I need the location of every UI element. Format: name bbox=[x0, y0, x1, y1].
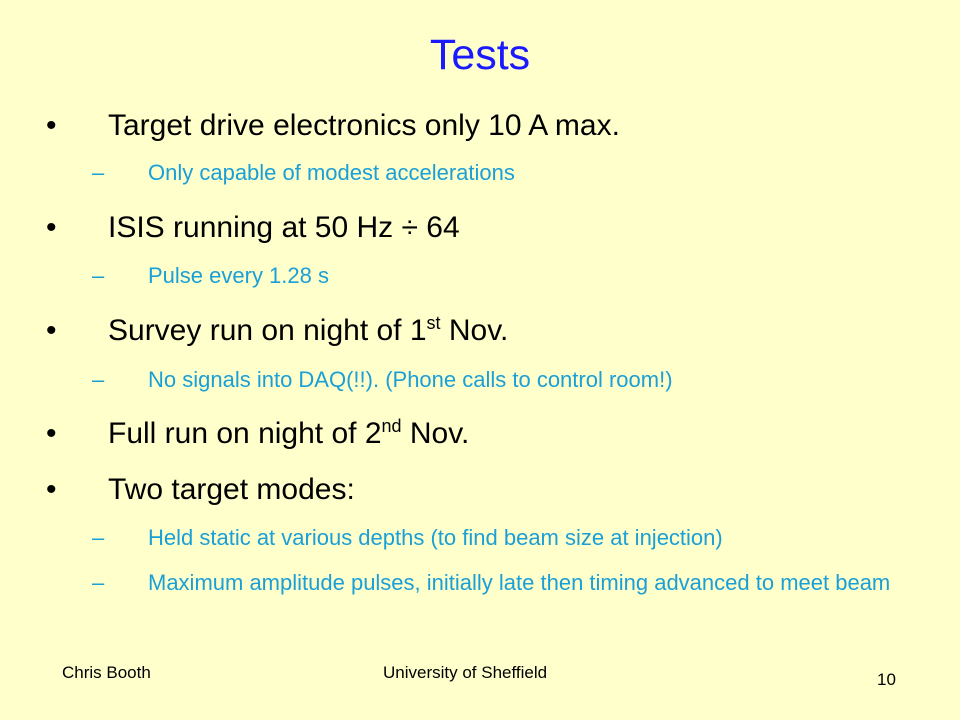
sub-bullet-text: Held static at various depths (to find beam size at injection) bbox=[148, 525, 723, 550]
bullet-dot: • bbox=[46, 211, 57, 244]
bullet-dot: • bbox=[46, 473, 57, 506]
sub-bullet-text: Only capable of modest accelerations bbox=[148, 160, 515, 185]
footer-author: Chris Booth bbox=[62, 663, 151, 682]
sub-bullet-text: No signals into DAQ(!!). (Phone calls to control room!) bbox=[148, 367, 673, 392]
ordinal-suffix: nd bbox=[381, 416, 402, 436]
bullet-dot: • bbox=[46, 314, 57, 347]
footer-page-number: 10 bbox=[877, 670, 896, 689]
footer-institution: University of Sheffield bbox=[383, 663, 548, 682]
sub-bullet-dash: – bbox=[92, 525, 105, 550]
sub-bullet-text: Maximum amplitude pulses, initially late then timing advanced to meet beam bbox=[148, 570, 891, 595]
bullet-text: Two target modes: bbox=[108, 473, 355, 506]
sub-bullet-dash: – bbox=[92, 367, 105, 392]
sub-bullet-text: Pulse every 1.28 s bbox=[148, 263, 329, 288]
sub-bullet-dash: – bbox=[92, 570, 105, 595]
bullet-dot: • bbox=[46, 109, 57, 142]
bullet-text bbox=[108, 313, 508, 349]
bullet-text-main: Full run on night of 2 bbox=[108, 417, 382, 450]
bullet-text-main: Survey run on night of 1 bbox=[108, 314, 427, 347]
sub-bullet-dash: – bbox=[92, 263, 105, 288]
bullet-dot: • bbox=[46, 417, 57, 450]
bullet-text: ISIS running at 50 Hz ÷ 64 bbox=[108, 211, 460, 244]
bullet-text-tail: Nov. bbox=[401, 417, 470, 450]
bullet-text: Target drive electronics only 10 A max. bbox=[108, 109, 620, 142]
bullet-text-tail: Nov. bbox=[440, 314, 509, 347]
bullet-text bbox=[108, 416, 469, 452]
ordinal-suffix: st bbox=[426, 313, 441, 333]
sub-bullet-dash: – bbox=[92, 160, 105, 185]
slide-title: Tests bbox=[429, 31, 531, 79]
